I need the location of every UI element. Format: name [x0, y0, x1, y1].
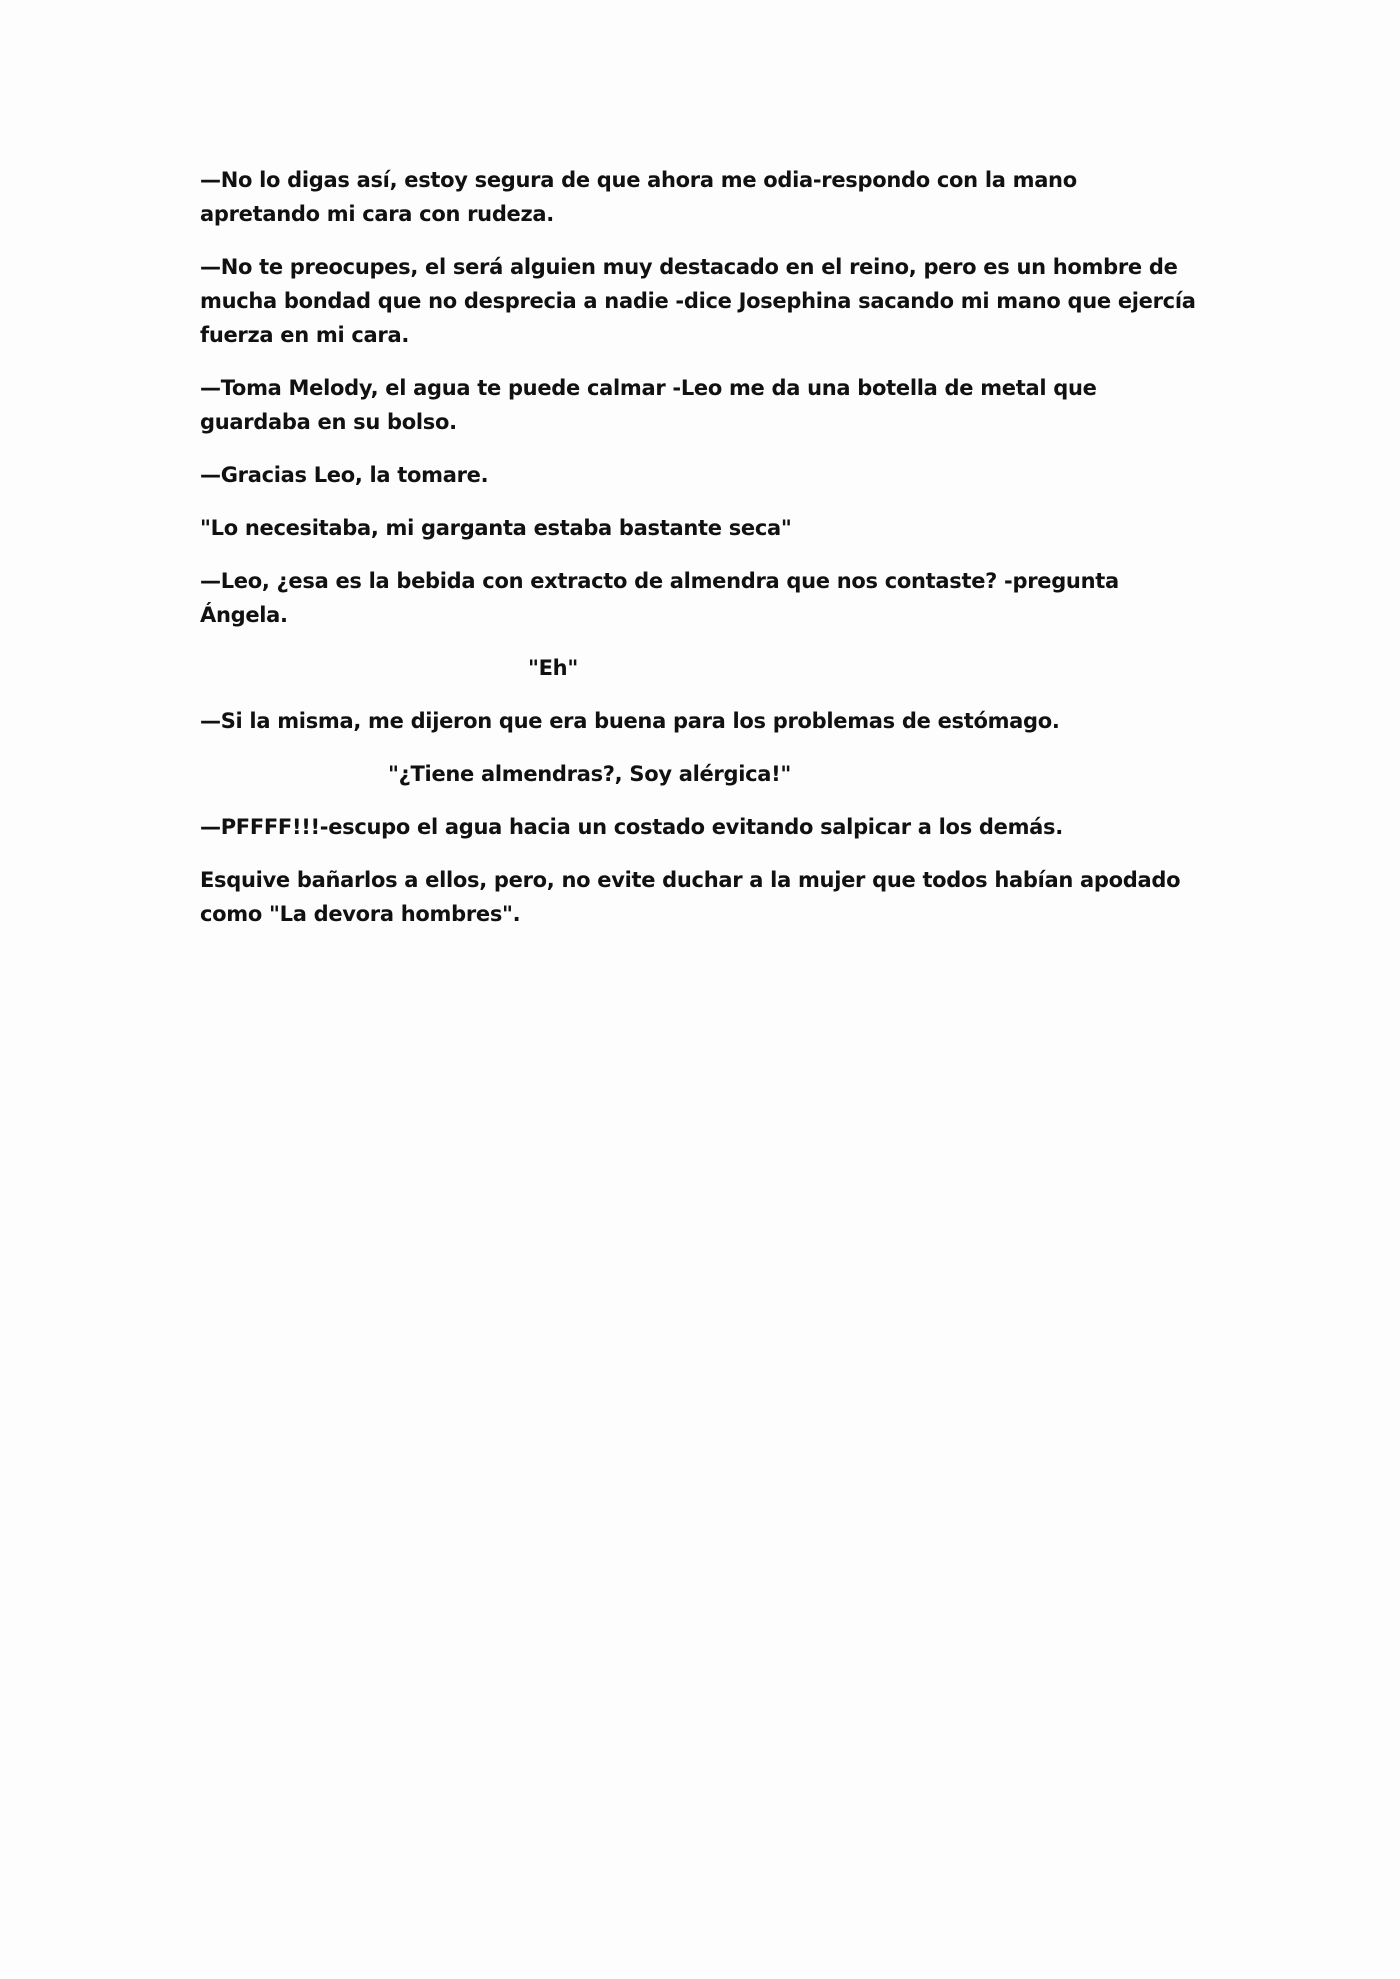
paragraph-dialogue: —Gracias Leo, la tomare.	[200, 463, 489, 487]
paragraph-thought-centered: "¿Tiene almendras?, Soy alérgica!"	[388, 762, 792, 786]
document-body	[200, 163, 1200, 950]
paragraph-dialogue: —Toma Melody, el agua te puede calmar -Leo me da una botella de metal que guardaba en su bolso.	[200, 376, 1097, 434]
paragraph-thought: "Lo necesitaba, mi garganta estaba bastante seca"	[200, 516, 792, 540]
paragraph-narration: Esquive bañarlos a ellos, pero, no evite duchar a la mujer que todos habían apodado como "La devora hombres".	[200, 868, 1181, 926]
paragraph-dialogue: —No lo digas así, estoy segura de que ahora me odia-respondo con la mano apretando mi cara con rudeza.	[200, 168, 1077, 226]
paragraph-thought-centered: "Eh"	[528, 656, 578, 680]
paragraph-dialogue: —No te preocupes, el será alguien muy destacado en el reino, pero es un hombre de mucha bondad que no desprecia a nadie -dice Josephina sacando mi mano que ejercía fuerza en mi cara.	[200, 255, 1196, 347]
paragraph-dialogue: —PFFFF!!!-escupo el agua hacia un costado evitando salpicar a los demás.	[200, 815, 1063, 839]
paragraph-dialogue: —Si la misma, me dijeron que era buena para los problemas de estómago.	[200, 709, 1060, 733]
paragraph-dialogue: —Leo, ¿esa es la bebida con extracto de almendra que nos contaste? -pregunta Ángela.	[200, 569, 1119, 627]
